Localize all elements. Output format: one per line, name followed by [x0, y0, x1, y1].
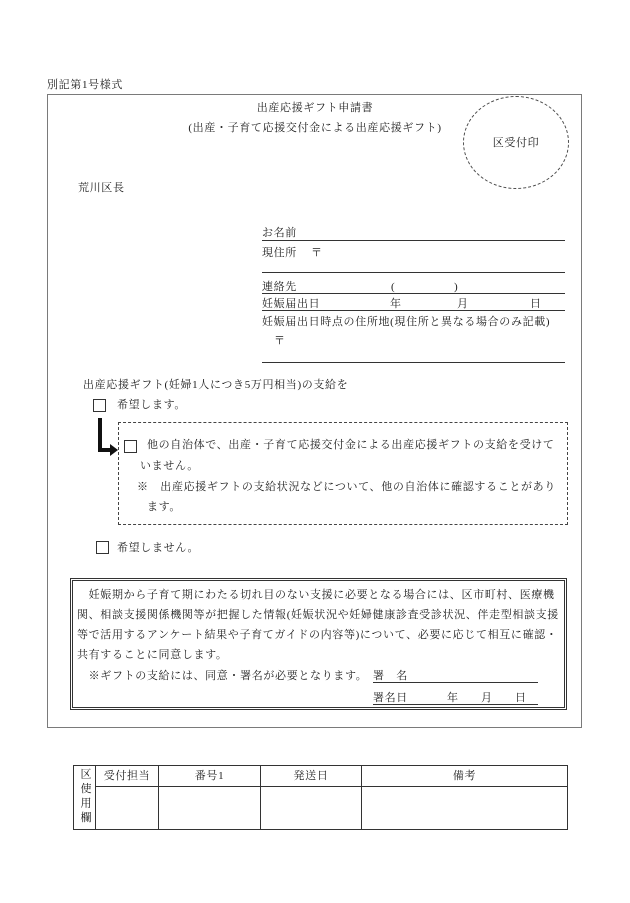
column-header-shipping-date: 発送日 [261, 766, 362, 787]
addressee: 荒川区長 [78, 182, 125, 194]
pregnancy-notice-date-label: 妊娠届出日 [262, 298, 321, 310]
reception-stamp-area [463, 96, 569, 189]
column-header-number: 番号1 [159, 766, 261, 787]
stamp-label: 区受付印 [492, 136, 540, 149]
desire-checkbox[interactable] [93, 399, 106, 412]
not-received-elsewhere-checkbox[interactable] [124, 440, 137, 453]
signature-date-day-unit: 日 [515, 692, 527, 704]
signature-date-label: 署名日 [373, 692, 408, 704]
office-use-table [73, 765, 568, 830]
cell-shipping-date [261, 786, 362, 829]
sub-condition-label-line-2: いません。 [140, 460, 199, 472]
column-header-receptionist: 受付担当 [96, 766, 159, 787]
contact-label: 連絡先 [262, 281, 297, 293]
cell-receptionist [96, 786, 159, 829]
prior-address-label: 妊娠届出日時点の住所地(現住所と異なる場合のみ記載) [262, 316, 551, 328]
office-use-label-cell [74, 766, 96, 830]
form-number: 別記第1号様式 [47, 79, 124, 91]
consent-line-3: 等で活用するアンケート結果や子育てガイドの内容等)について、必要に応じて相互に確認・ [77, 629, 558, 641]
prior-address-postal-mark: 〒 [274, 335, 286, 347]
signature-date-year-unit: 年 [447, 692, 459, 704]
office-use-label: 区使用欄 [79, 768, 91, 826]
signature-date-month-unit: 月 [481, 692, 493, 704]
date-month-unit: 月 [457, 298, 469, 310]
prior-address-field[interactable] [262, 315, 565, 363]
consent-line-1: 妊娠期から子育て期にわたる切れ目のない支援に必要となる場合には、区市町村、医療機 [77, 589, 555, 601]
decline-checkbox[interactable] [96, 541, 109, 554]
postal-mark: 〒 [311, 247, 323, 259]
consent-line-2: 関、相談支援関係機関等が把握した情報(妊娠状況や妊婦健康診査受診状況、伴走型相談支援 [77, 609, 559, 621]
desire-label: 希望します。 [117, 399, 187, 411]
form-title: 出産応援ギフト申請書 [256, 102, 374, 114]
signature-label: 署 名 [373, 670, 408, 682]
address-field[interactable] [262, 246, 565, 273]
consent-line-4: 共有することに同意します。 [77, 649, 228, 661]
date-year-unit: 年 [390, 298, 402, 310]
date-day-unit: 日 [530, 298, 542, 310]
column-header-remarks: 備考 [362, 766, 568, 787]
sub-condition-note-line-2: ます。 [147, 501, 182, 513]
sub-condition-note-line-1: ※ 出産応援ギフトの支給状況などについて、他の自治体に確認することがあり [137, 481, 556, 493]
contact-paren-close: ) [454, 281, 459, 293]
pregnancy-notice-date-field[interactable] [262, 297, 565, 311]
sub-condition-box [118, 422, 568, 525]
signature-date-field[interactable] [373, 691, 538, 705]
consent-required-note: ※ギフトの支給には、同意・署名が必要となります。 [77, 670, 368, 682]
contact-paren-open: ( [391, 281, 396, 293]
cell-remarks [362, 786, 568, 829]
name-label: お名前 [262, 227, 297, 239]
sub-condition-label-line-1: 他の自治体で、出産・子育て応援交付金による出産応援ギフトの支給を受けて [147, 439, 555, 451]
contact-field[interactable] [262, 280, 565, 294]
signature-field[interactable] [373, 669, 538, 683]
decline-label: 希望しません。 [117, 542, 200, 554]
cell-number [159, 786, 261, 829]
address-label: 現住所 [262, 247, 297, 259]
gift-request-lead: 出産応援ギフト(妊婦1人につき5万円相当)の支給を [83, 379, 349, 391]
name-field[interactable] [262, 226, 565, 241]
form-subtitle: (出産・子育て応援交付金による出産応援ギフト) [188, 122, 442, 134]
